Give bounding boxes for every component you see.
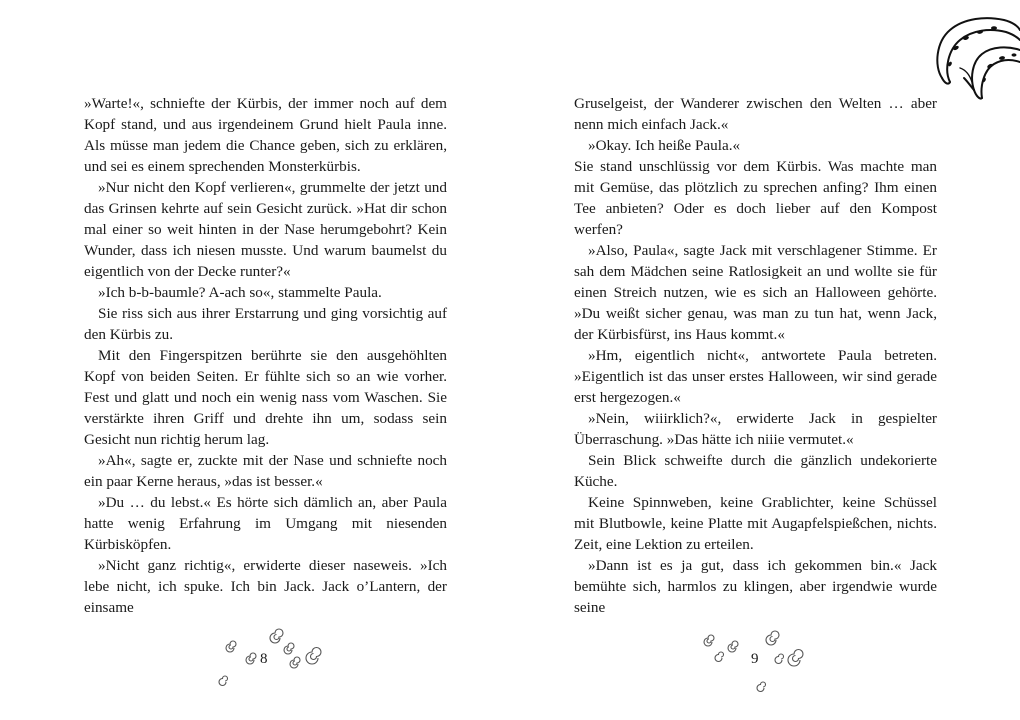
pumpkin-illustration-icon (920, 8, 1020, 113)
right-page-text (574, 93, 937, 618)
paragraph: »Nur nicht den Kopf verlieren«, grummelte der jetzt und das Grinsen kehrte auf sein Gesicht zurück. »Hat dir schon mal einer so weit hinten in der Nase herumgebohrt? Kein Wunder, dass ich niesen musste. Und warum baumelst du eigentlich von der Decke runter?« (84, 179, 447, 280)
paragraph: »Du … du lebst.« Es hörte sich dämlich an, aber Paula hatte wenig Erfahrung im Umgang mit niesenden Kürbisköpfen. (84, 494, 447, 553)
paragraph: »Okay. Ich heiße Paula.« (588, 137, 741, 154)
paragraph: Keine Spinnweben, keine Grablichter, keine Schüssel mit Blutbowle, keine Platte mit Augapfelspießchen, nichts. Zeit, eine Lektion zu erteilen. (574, 494, 937, 553)
paragraph: »Hm, eigentlich nicht«, antwortete Paula betreten. »Eigentlich ist das unser erstes Halloween, wir sind gerade erst hergezogen.« (574, 347, 937, 406)
page-number: 8 (260, 651, 268, 667)
paragraph: Gruselgeist, der Wanderer zwischen den Welten … aber nenn mich einfach Jack.« (574, 95, 937, 133)
paragraph: »Dann ist es ja gut, dass ich gekommen bin.« Jack bemühte sich, harmlos zu klingen, aber irgendwie wurde seine (574, 557, 937, 616)
paragraph: Sein Blick schweifte durch die gänzlich undekorierte Küche. (574, 452, 937, 490)
left-page-text (84, 93, 447, 618)
paragraph: »Nicht ganz richtig«, erwiderte dieser naseweis. »Ich lebe nicht, ich spuke. Ich bin Jack. Jack o’Lantern, der einsame (84, 557, 447, 616)
paragraph: »Nein, wiiirklich?«, erwiderte Jack in gespielter Überraschung. »Das hätte ich niiie vermutet.« (574, 410, 937, 448)
paragraph: Sie riss sich aus ihrer Erstarrung und ging vorsichtig auf den Kürbis zu. (84, 305, 447, 343)
paragraph: »Ich b-b-baumle? A-ach so«, stammelte Paula. (98, 284, 382, 301)
swirl-ornament-icon (510, 620, 1020, 710)
paragraph: Mit den Fingerspitzen berührte sie den ausgehöhlten Kopf von beiden Seiten. Er fühlte sich so an wie vorher. Fest und glatt und noch ein wenig nass vom Waschen. Sie verstärkte ihren Griff und drehte ihn um, sodass sein Gesicht nun richtig herum lag. (84, 347, 447, 448)
paragraph: »Warte!«, schniefte der Kürbis, der immer noch auf dem Kopf stand, und aus irgendeinem Grund hielt Paula inne. Als müsse man jedem die Chance geben, sich zu erklären, und sei es einem sprechenden Monsterkürbis. (84, 95, 447, 175)
swirl-ornament-icon (0, 620, 510, 710)
page-number: 9 (751, 651, 759, 667)
paragraph: »Also, Paula«, sagte Jack mit verschlagener Stimme. Er sah dem Mädchen seine Ratlosigkeit an und wollte sie für einen Streich nutzen, wie es sich an Halloween gehörte. »Du weißt sicher genau, was man zu tun hat, wenn Jack, der Kürbisfürst, ins Haus kommt.« (574, 242, 937, 343)
paragraph: Sie stand unschlüssig vor dem Kürbis. Was machte man mit Gemüse, das plötzlich zu sprechen anfing? Ihm einen Tee anbieten? Oder es doch lieber auf den Kompost werfen? (574, 158, 937, 238)
paragraph: »Ah«, sagte er, zuckte mit der Nase und schniefte noch ein paar Kerne heraus, »das ist besser.« (84, 452, 447, 490)
